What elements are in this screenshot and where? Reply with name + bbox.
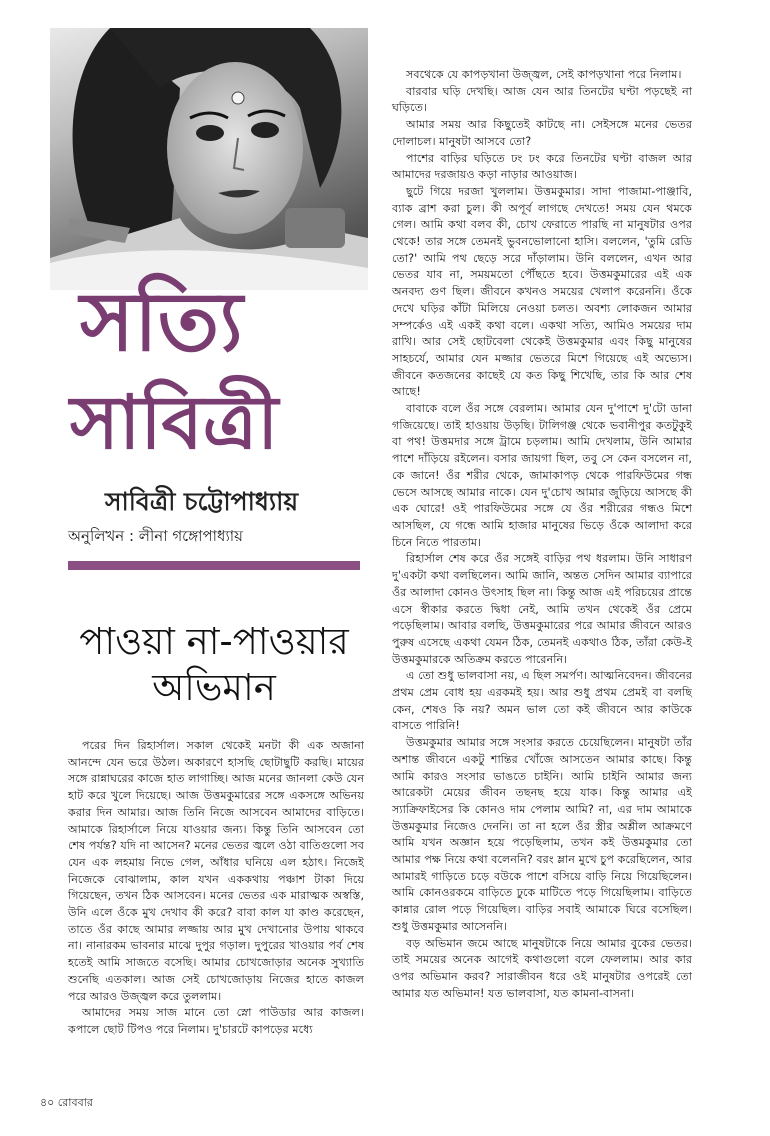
paragraph: বারবার ঘড়ি দেখছি। আজ যেন আর তিনটের ঘণ্টা পড়ছেই না ঘড়িতে। [392,84,692,115]
paragraph: ছুটে গিয়ে দরজা খুললাম। উত্তমকুমার। সাদা পাজামা-পাঞ্জাবি, ব্যাক ব্রাশ করা চুল। কী অপূর্ব লাগছে দেখতে! সময় যেন থমকে গেল। আমি কথা বলব কী, চোখ ফেরাতে পারছি না মানুষটার ওপর থেকে! তার সঙ্গে তেমনই ভুবনভোলানো হাসি। বললেন, 'তুমি রেডি তো?' আমি পথ ছেড়ে সরে দাঁড়ালাম। উনি বললেন, এখন আর ভেতর যাব না, সময়মতো পৌঁছতে হবে। উত্তমকুমারের এই এক অনবদ্য গুণ ছিল। জীবনে কখনও সময়ের খেলাপ করেননি। ওঁকে দেখে ঘড়ির কাঁটা মিলিয়ে নেওয়া চলত। অবশ্য লোকজন আমার সম্পর্কেও এই একই কথা বলে। একথা সত্যি, আমিও সময়ের দাম রাখি। আর সেই ছোটবেলা থেকেই উত্তমকুমার এবং কিছু মানুষের সাহচর্যে, আমার যেন মজ্জার ভেতরে মিশে গিয়েছে এই অভ্যেস। জীবনে কতজনের কাছেই যে কত কিছু শিখেছি, তার কি আর শেষ আছে! [392,184,692,399]
transcriber-credit: অনুলিখন : লীনা গঙ্গোপাধ্যায় [68,527,243,545]
body-column-right [392,67,692,1002]
paragraph: সবথেকে যে কাপড়খানা উজ্জ্বল, সেই কাপড়খানা পরে নিলাম। [406,68,682,81]
article-title-line2: সাবিত্রী [70,380,279,466]
paragraph: রিহার্সাল শেষ করে ওঁর সঙ্গেই বাড়ির পথ ধরলাম। উনি সাধারণ দু'একটা কথা বলছিলেন। আমি জানি, অন্তত সেদিন আমার ব্যাপারে ওঁর আলাদা কোনও উৎসাহ ছিল না। কিন্তু আজ এই পরিচয়ের প্রান্তে এসে স্বীকার করতে দ্বিধা নেই, আমি তখন থেকেই ওঁর প্রেমে পড়েছিলাম। আবার বলছি, উত্তমকুমারের পরে আমার জীবনে আরও পুরুষ এসেছে একথা যেমন ঠিক, তেমনই একথাও ঠিক, তাঁরা কেউ-ই উত্তমকুমারকে অতিক্রম করতে পারেননি। [392,552,692,666]
section-heading-line2: অভিমান [152,666,276,709]
page-footer [40,1094,93,1113]
paragraph: আমার সময় আর কিছুতেই কাটছে না। সেইসঙ্গে মনের ভেতর দোলাচল। মানুষটা আসবে তো? [392,118,692,148]
publication-name: রোববার [57,1096,93,1109]
paragraph: উত্তমকুমার আমার সঙ্গে সংসার করতে চেয়েছিলেন। মানুষটা তাঁর অশান্ত জীবনে একটু শান্তির খোঁজে আসতেন আমার কাছে। কিন্তু আমি কারও সংসার ভাঙতে চাইনি। আমি চাইনি আমার জন্য আরেকটা মেয়ের জীবন তছনছ হয়ে যাক। কিন্তু আমার এই স্যাক্রিফাইসের কি কোনও দাম পেলাম আমি? না, এর দাম আমাকে উত্তমকুমার নিজেও দেননি। তা না হলে ওঁর স্ত্রীর অশ্লীল আক্রমণে আমি যখন অজ্ঞান হয়ে পড়েছিলাম, তখন কই উত্তমকুমার তো আমার পক্ষ নিয়ে কথা বলেননি? বরং ম্লান মুখে চুপ করেছিলেন, আর আমারই গাড়িতে চড়ে বউকে পাশে বসিয়ে বাড়ি নিয়ে গিয়েছিলেন। আমি কোনওরকমে বাড়িতে ঢুকে মাটিতে পড়ে গিয়েছিলাম। বাড়িতে কান্নার রোল পড়ে গিয়েছিল। বাড়ির সবাই আমাকে ঘিরে বসেছিল। শুধু উত্তমকুমার আসেননি। [392,736,692,933]
paragraph: আমাদের সময় সাজ মানে তো স্নো পাউডার আর কাজল। কপালে ছোট টিপও পরে নিলাম। দু'চারটে কাপড়ের মধ্যে [68,1006,364,1036]
divider-rule [68,561,360,570]
page-number: ৪০ [40,1096,55,1109]
paragraph: পরের দিন রিহার্সাল। সকাল থেকেই মনটা কী এক অজানা আনন্দে যেন ভরে উঠল। অকারণে হাসছি ছোটাছুটি করছি। মায়ের সঙ্গে রান্নাঘরের কাজে হাত লাগাচ্ছি। আজ মনের জানলা কেউ যেন হাট করে খুলে দিয়েছে। আজ উত্তমকুমারের সঙ্গে একসঙ্গে অভিনয় করার দিন আমার। আজ তিনি নিজে আসবেন আমাদের বাড়িতে। আমাকে রিহার্সালে নিয়ে যাওয়ার জন্য। কিন্তু তিনি আসবেন তো শেষ পর্যন্ত? যদি না আসেন? মনের ভেতর জ্বলে ওঠা বাতিগুলো সব যেন এক লহমায় নিভে গেল, আঁধার ঘনিয়ে এল হঠাৎ। নিজেই নিজেকে বোঝালাম, কাল যখন এককথায় পঞ্চাশ টাকা দিয়ে গিয়েছেন, তখন ঠিক আসবেন। মনের ভেতর এক মারাত্মক অস্বস্তি, উনি এলে ওঁকে মুখ দেখাব কী করে? বাবা কাল যা কাণ্ড করেছেন, তাতে ওঁর কাছে আমার লজ্জায় আর মুখ দেখানোর উপায় থাকবে না। নানারকম ভাবনার মাঝে দুপুর গড়াল। দুপুরের খাওয়ার পর্ব শেষ হতেই আমি সাজতে বসেছি। আমার চোখজোড়ার অনেক সুখ্যাতি শুনেছি এতকাল। আজ সেই চোখজোড়ায় নিজের হাতে কাজল পরে আরও উজ্জ্বল করে তুললাম। [68,739,364,1003]
portrait-illustration [50,28,368,290]
paragraph: বাবাকে বলে ওঁর সঙ্গে বেরলাম। আমার যেন দু'পাশে দু'টো ডানা গজিয়েছে। তাই হাওয়ায় উড়ছি। টালিগঞ্জ থেকে ভবানীপুর কতটুকুই বা পথ! উত্তমদার সঙ্গে ট্রামে চড়লাম। আমি দেখলাম, উনি আমার পাশে দাঁড়িয়ে রইলেন। বসার জায়গা ছিল, তবু সে কেন বসলেন না, কে জানে! ওঁর শরীর থেকে, জামাকাপড় থেকে পারফিউমের গন্ধ ভেসে আসছে আমার নাকে। যেন দু'চোখ আমার জুড়িয়ে আসছে কী এক ঘোরে! ওই পারফিউমের সঙ্গে যে ওঁর শরীরের গন্ধও মিশে আসছিল, যে গন্ধে আমি হাজার মানুষের ভিড়ে ওঁকে আলাদা করে চিনে নিতে পারতাম। [392,402,692,549]
author-name: সাবিত্রী চট্টোপাধ্যায় [105,487,299,516]
paragraph: এ তো শুধু ভালবাসা নয়, এ ছিল সমর্পণ। আত্মনিবেদন। জীবনের প্রথম প্রেম বোধ হয় এরকমই হয়। আর শুধু প্রথম প্রেমই বা বলছি কেন, শেষও কি নয়? অমন ভাল তো কই জীবনে আর কাউকে বাসতে পারিনি! [392,669,692,733]
portrait-photo [50,28,368,290]
section-heading-line1: পাওয়া না-পাওয়ার [79,620,349,663]
paragraph: পাশের বাড়ির ঘড়িতে ঢং ঢং করে তিনটের ঘণ্টা বাজল আর আমাদের দরজায়ও কড়া নাড়ার আওয়াজ। [392,151,692,182]
body-column-left [68,738,364,1039]
paragraph: বড় অভিমান জমে আছে মানুষটাকে নিয়ে আমার বুকের ভেতর। তাই সময়ের অনেক আগেই কথাগুলো বলে ফেললাম। আর কার ওপর অভিমান করব? সারাজীবন ধরে ওই মানুষটার ওপরেই তো আমার যত অভিমান! যত ভালবাসা, যত কামনা-বাসনা। [392,936,692,1000]
article-title-line1: সত্যি [80,275,243,370]
